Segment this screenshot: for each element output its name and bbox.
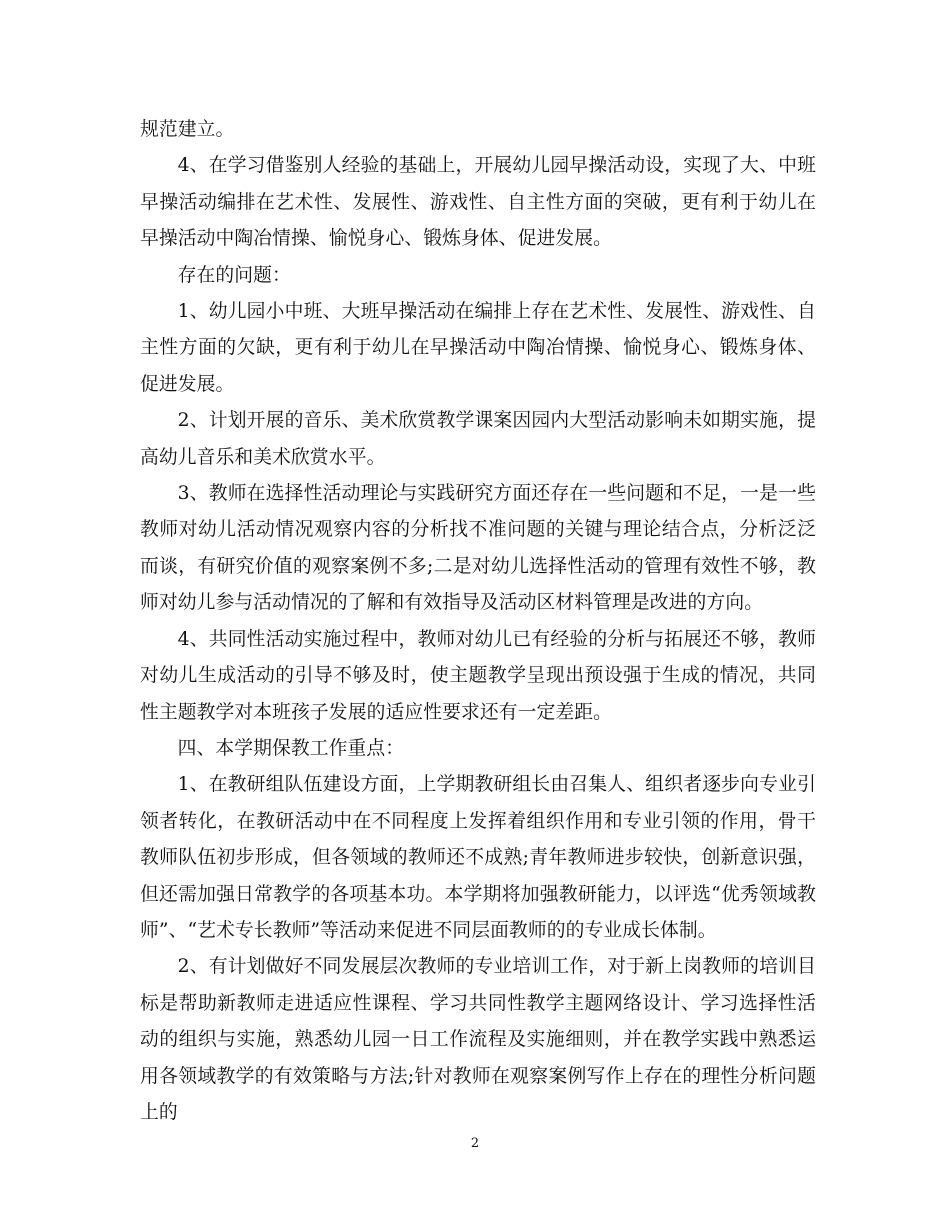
paragraph: 存在的问题：	[177, 264, 291, 286]
paragraph: 2、有计划做好不同发展层次教师的专业培训工作，对于新上岗教师的培训目标是帮助新教师走进适应性课程、学习共同性教学主题网络设计、学习选择性活动的组织与实施，熟悉幼儿园一日工作流程及实施细则，并在教学实践中熟悉运用各领域教学的有效策略与方法;针对教师在观察案例写作上存在的理性分析问题上的	[140, 956, 816, 1123]
paragraph: 1、在教研组队伍建设方面，上学期教研组长由召集人、组织者逐步向专业引领者转化，在教研活动中在不同程度上发挥着组织作用和专业引领的作用，骨干教师队伍初步形成，但各领域的教师还不成熟;青年教师进步较快，创新意识强，但还需加强日常教学的各项基本功。本学期将加强教研能力，以评选“优秀领域教师”、“艺术专长教师”等活动来促进不同层面教师的的专业成长体制。	[140, 774, 816, 941]
paragraph: 四、本学期保教工作重点：	[177, 737, 405, 759]
document-body	[140, 112, 816, 1131]
paragraph: 4、在学习借鉴别人经验的基础上，开展幼儿园早操活动设，实现了大、中班早操活动编排在艺术性、发展性、游戏性、自主性方面的突破，更有利于幼儿在早操活动中陶冶情操、愉悦身心、锻炼身体、促进发展。	[140, 155, 816, 250]
page-number: 2	[470, 1136, 480, 1151]
paragraph: 1、幼儿园小中班、大班早操活动在编排上存在艺术性、发展性、游戏性、自主性方面的欠缺，更有利于幼儿在早操活动中陶冶情操、愉悦身心、锻炼身体、促进发展。	[140, 301, 816, 395]
paragraph: 4、共同性活动实施过程中，教师对幼儿已有经验的分析与拓展还不够，教师对幼儿生成活动的引导不够及时，使主题教学呈现出预设强于生成的情况，共同性主题教学对本班孩子发展的适应性要求还有一定差距。	[140, 628, 816, 723]
paragraph: 规范建立。	[140, 119, 235, 140]
paragraph: 2、计划开展的音乐、美术欣赏教学课案因园内大型活动影响未如期实施，提高幼儿音乐和美术欣赏水平。	[140, 410, 816, 468]
paragraph: 3、教师在选择性活动理论与实践研究方面还存在一些问题和不足，一是一些教师对幼儿活动情况观察内容的分析找不准问题的关键与理论结合点，分析泛泛而谈，有研究价值的观察案例不多;二是对幼儿选择性活动的管理有效性不够，教师对幼儿参与活动情况的了解和有效指导及活动区材料管理是改进的方向。	[140, 483, 816, 614]
